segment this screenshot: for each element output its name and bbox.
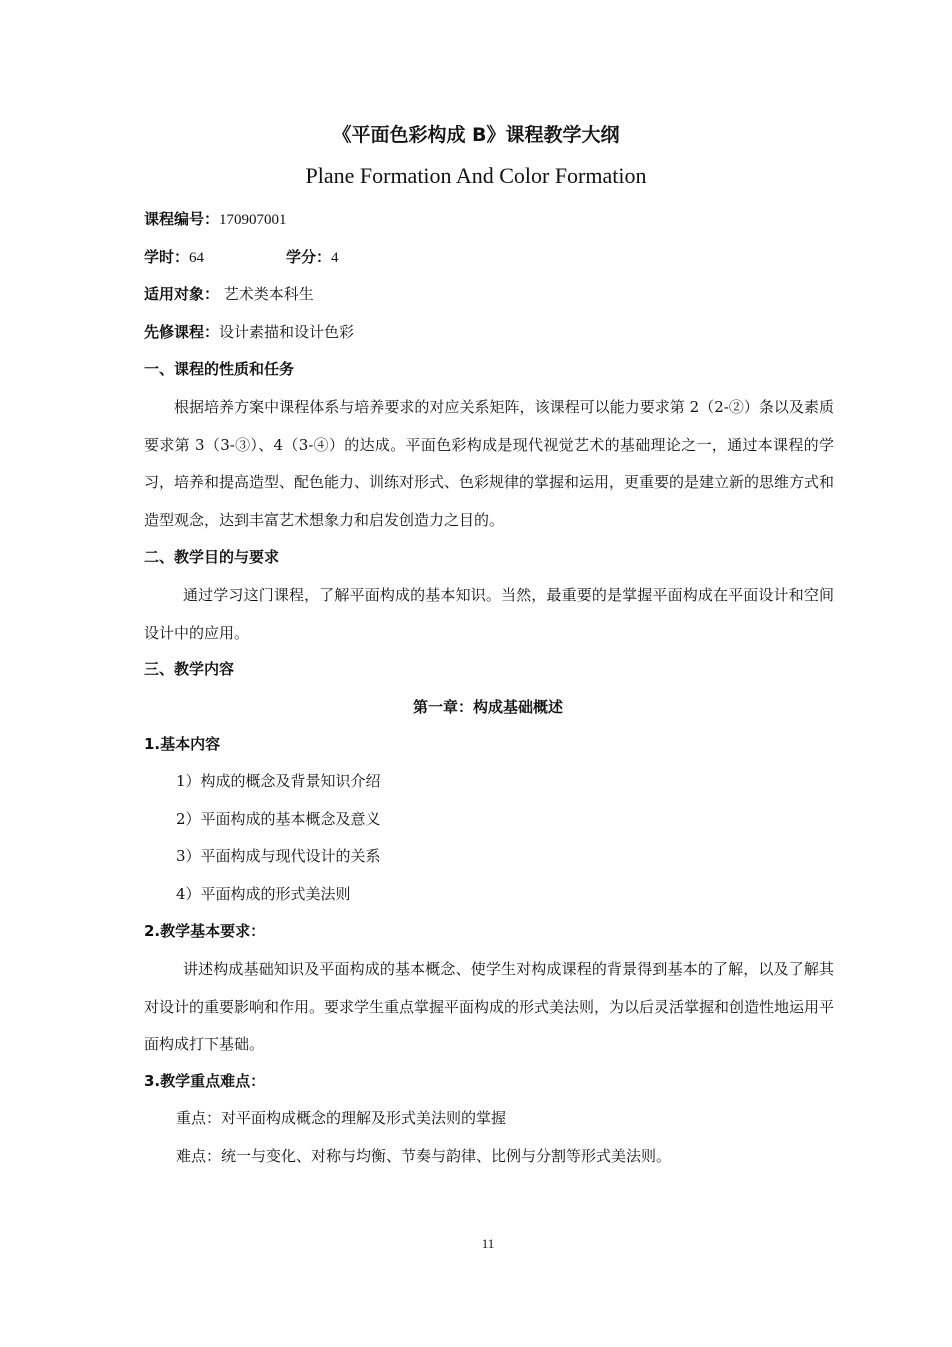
key-point-text: 重点：对平面构成概念的理解及形式美法则的掌握 [176, 1109, 507, 1127]
list-item: 3）平面构成与现代设计的关系 [176, 847, 381, 865]
subsection-2-heading: 2.教学基本要求： [144, 922, 266, 940]
section-3-heading: 三、教学内容 [144, 660, 235, 678]
audience-row [144, 284, 314, 304]
document-title: 《平面色彩构成 B》课程教学大纲 [332, 124, 620, 146]
prerequisite-value: 设计素描和设计色彩 [219, 323, 355, 341]
hours-value: 64 [189, 250, 205, 266]
page-number: 11 [481, 1236, 495, 1251]
document-subtitle-english: Plane Formation And Color Formation [305, 163, 647, 188]
section-1-body: 根据培养方案中课程体系与培养要求的对应关系矩阵，该课程可以能力要求第 2（2-②）条以及素质要求第 3（3-③）、4（3-④）的达成。平面色彩构成是现代视觉艺术的基础理论之一，通过本课程的学习，培养和提高造型、配色能力、训练对形式、色彩规律的掌握和运用，更重要的是建立新的思维方式和造型观念，达到丰富艺术想象力和启发创造力之目的。 [144, 398, 835, 529]
chapter-1-title: 第一章：构成基础概述 [412, 698, 563, 716]
course-code-row [144, 209, 287, 230]
audience-value: 艺术类本科生 [223, 285, 314, 303]
course-code-label: 课程编号： [144, 210, 220, 228]
list-item: 2）平面构成的基本概念及意义 [176, 810, 381, 828]
credits-group [286, 247, 339, 268]
section-2-body: 通过学习这门课程，了解平面构成的基本知识。当然，最重要的是掌握平面构成在平面设计和空间设计中的应用。 [144, 586, 834, 642]
course-code-value: 170907001 [219, 212, 287, 228]
hours-credits-row [144, 247, 339, 268]
subsection-3-heading: 3.教学重点难点： [144, 1072, 266, 1090]
section-1-heading: 一、课程的性质和任务 [144, 360, 295, 378]
list-item: 4）平面构成的形式美法则 [176, 885, 351, 903]
audience-label: 适用对象： [144, 285, 220, 303]
prerequisite-row [144, 322, 354, 342]
hours-label: 学时： [144, 248, 190, 266]
credits-value: 4 [331, 250, 339, 266]
prerequisite-label: 先修课程： [144, 323, 220, 341]
section-2-heading: 二、教学目的与要求 [144, 548, 280, 566]
subsection-1-heading: 1.基本内容 [144, 735, 221, 753]
credits-label: 学分： [286, 248, 332, 266]
list-item: 1）构成的概念及背景知识介绍 [176, 772, 381, 790]
subsection-2-body: 讲述构成基础知识及平面构成的基本概念、使学生对构成课程的背景得到基本的了解，以及了解其对设计的重要影响和作用。要求学生重点掌握平面构成的形式美法则，为以后灵活掌握和创造性地运用平面构成打下基础。 [144, 960, 835, 1053]
difficulty-text: 难点：统一与变化、对称与均衡、节奏与韵律、比例与分割等形式美法则。 [176, 1147, 672, 1165]
